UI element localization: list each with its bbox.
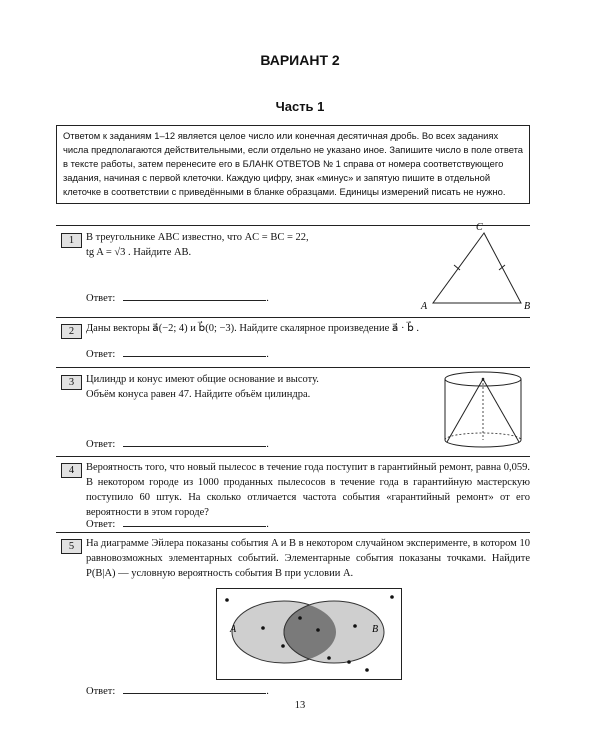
separator (56, 317, 530, 318)
answer-field[interactable] (123, 346, 266, 357)
answer-field[interactable] (123, 516, 266, 527)
task-2-answer (86, 346, 269, 360)
elementary-event-dot (281, 644, 285, 648)
separator (56, 532, 530, 533)
elementary-event-dot (353, 624, 357, 628)
elementary-event-dot (327, 656, 331, 660)
elementary-event-dot (298, 616, 302, 620)
task-3-line-2: Объём конуса равен 47. Найдите объём цилиндра. (86, 389, 311, 400)
cylinder-bottom-front (445, 440, 521, 447)
part-title: Часть 1 (275, 99, 325, 114)
task-4-text: Вероятность того, что новый пылесос в течение года поступит в гарантийный ремонт, равна 0,059. В некотором городе из 1000 проданных пылесосов в течение года в гарантийную мастерскую поступило 60 штук. На сколько отличается частота события «гарантийный ремонт» от его вероятности в этом городе? (86, 462, 530, 518)
vertex-label-b: B (524, 301, 531, 312)
variant-title: ВАРИАНТ 2 (260, 52, 340, 68)
task-3-answer (86, 436, 269, 450)
instructions-box (56, 125, 530, 204)
task-1-text (86, 230, 366, 260)
answer-label: Ответ: (86, 519, 116, 530)
answer-field[interactable] (123, 683, 266, 694)
elementary-event-dot (225, 598, 229, 602)
elementary-event-dot (316, 628, 320, 632)
answer-dot: . (266, 349, 269, 360)
task-1-line-1: В треугольнике ABC известно, что AC = BC = 22, (86, 232, 309, 243)
triangle-shape (433, 233, 521, 303)
event-b-label: B (372, 624, 379, 635)
answer-label: Ответ: (86, 686, 116, 697)
elementary-event-dot (365, 668, 369, 672)
answer-field[interactable] (123, 290, 266, 301)
answer-field[interactable] (123, 436, 266, 447)
task-5-number: 5 (61, 536, 82, 554)
task-1-number: 1 (61, 230, 82, 248)
elementary-event-dot (390, 595, 394, 599)
answer-label: Ответ: (86, 349, 116, 360)
cone-side-left (447, 379, 483, 442)
task-2-text: Даны векторы a⃗(−2; 4) и b⃗(0; −3). Найдите скалярное произведение a⃗ · b⃗ . (86, 323, 419, 334)
answer-dot: . (266, 519, 269, 530)
task-3-number: 3 (61, 372, 82, 390)
answer-label: Ответ: (86, 439, 116, 450)
task-4-number: 4 (61, 460, 82, 478)
triangle-figure (410, 215, 540, 315)
answer-dot: . (266, 293, 269, 304)
event-a-label: A (230, 624, 237, 635)
elementary-event-dot (261, 626, 265, 630)
cone-side-right (483, 379, 519, 442)
task-3-text (86, 372, 386, 402)
vertex-label-a: A (421, 301, 428, 312)
cone-apex (482, 378, 485, 381)
cylinder-cone-figure (436, 368, 530, 454)
separator (56, 456, 530, 457)
page-number: 13 (294, 700, 306, 711)
task-1-line-2: tg A = √3 . Найдите AB. (86, 247, 192, 258)
answer-dot: . (266, 439, 269, 450)
task-2-number: 2 (61, 321, 82, 339)
vertex-label-c: C (476, 222, 483, 233)
task-5-answer (86, 683, 269, 697)
task-1-answer (86, 290, 269, 304)
task-5-text: На диаграмме Эйлера показаны события A и B в некотором случайном эксперименте, в котором 10 равновозможных элементарных событий. Элементарные события показаны точками. Найдите P(B|A) — условную вероятность события B при условии A. (86, 538, 530, 579)
elementary-event-dot (347, 660, 351, 664)
euler-diagram (216, 588, 402, 680)
tick-mark-bc (499, 265, 505, 270)
task-4-answer (86, 516, 269, 530)
answer-label: Ответ: (86, 293, 116, 304)
instructions-text: Ответом к заданиям 1–12 является целое число или конечная десятичная дробь. Во всех заданиях числа предполагаются действительными, если отдельно не указано иное. Запишите число в поле ответа в тексте работы, затем перенесите его в БЛАНК ОТВЕТОВ № 1 справа от номера соответствующего задания, начиная с первой клеточки. Каждую цифру, знак «минус» и запятую пишите в отдельной клеточке в соответствии с приведёнными в бланке образцами. Единицы измерений писать не нужно. (63, 130, 523, 197)
task-3-line-1: Цилиндр и конус имеют общие основание и высоту. (86, 374, 319, 385)
answer-dot: . (266, 686, 269, 697)
